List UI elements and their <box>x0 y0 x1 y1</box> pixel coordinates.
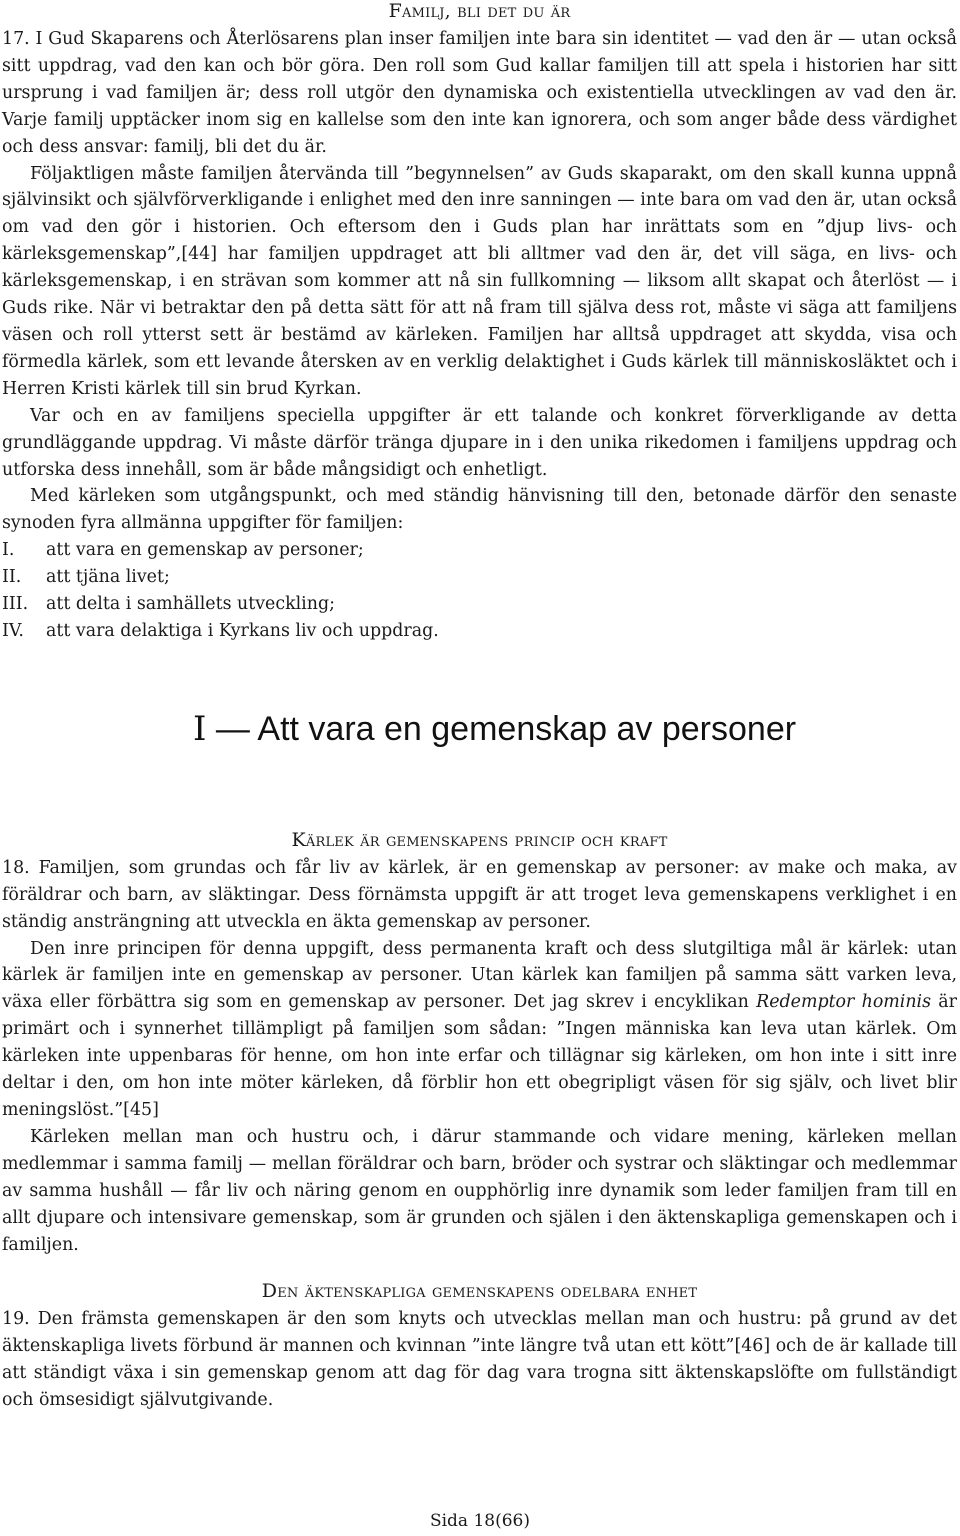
list-item <box>2 618 957 645</box>
section-heading: Familj, bli det du är <box>388 0 571 22</box>
list-item-text: att tjäna livet; <box>46 567 170 588</box>
list-item-text: att vara en gemenskap av personer; <box>46 540 364 561</box>
paragraph-18-2-part2: är primärt och i synnerhet tillämpligt på familjen som sådan: ”Ingen människa kan leva utan kärlek. Om kärleken inte uppenbaras för henne, om hon inte erfar och tillägnar sig kärleken, om hon inte i sitt inre deltar i den, om hon inte möter kärleken, då förblir hon ett obegripligt väsen för sig själv, och livet blir meningslöst.”[45] <box>2 992 957 1120</box>
list-item <box>2 564 957 591</box>
chapter-number: I <box>192 708 207 749</box>
task-list <box>2 537 957 645</box>
paragraph-18-2-part1: Den inre principen för denna uppgift, dess permanenta kraft och dess slutgiltiga mål är kärlek: utan kärlek är familjen inte en gemenskap av personer. Utan kärlek kan familjen på samma sätt varken leva, växa eller förbättra sig som en gemenskap av personer. Det jag skrev i encyklikan <box>2 938 957 1013</box>
paragraph-17-4: Med kärleken som utgångspunkt, och med ständig hänvisning till den, betonade därför den senaste synoden fyra allmänna uppgifter för familjen: <box>2 486 957 534</box>
paragraph-18-3: Kärleken mellan man och hustru och, i därur stammande och vidare mening, kärleken mellan medlemmar i samma familj — mellan föräldrar och barn, bröder och systrar och släktingar och medlemmar av samma hushåll — får liv och näring genom en oupphörlig inre dynamik som leder familjen fram till en allt djupare och intensivare gemenskap, som är grunden och själen i den äktenskapliga gemenskapen och i familjen. <box>2 1126 957 1255</box>
chapter-heading <box>32 709 957 749</box>
list-item-number: III. <box>2 594 29 615</box>
list-item <box>2 537 957 564</box>
page-number: Sida 18(66) <box>429 1511 531 1531</box>
paragraph-17: 17. I Gud Skaparens och Återlösarens plan inser familjen inte bara sin identitet — vad den är — utan också sitt uppdrag, vad den kan och bör göra. Den roll som Gud kallar familjen till att spela i historien har sitt ursprung i vad familjen är; dess roll utgör den dynamiska och existentiella utvecklingen av vad den är. Varje familj upptäcker inom sig en kallelse som den inte kan ignorera, och som anger både dess värdighet och dess ansvar: familj, bli det du är. <box>2 29 957 157</box>
list-item-text: att delta i samhällets utveckling; <box>46 594 335 615</box>
subsection-heading-1: Kärlek är gemenskapens princip och kraft <box>291 828 668 851</box>
encyclical-title: Redemptor hominis <box>756 992 932 1013</box>
paragraph-19: 19. Den främsta gemenskapen är den som knyts och utvecklas mellan man och hustru: på grund av det äktenskapliga livets förbund är mannen och kvinnan ”inte längre två utan ett kött”[46] och de är kallade till att ständigt växa i sin gemenskap genom att dag för dag vara trogna sitt äktenskapslöfte om fullständigt och ömsesidigt självutgivande. <box>2 1309 957 1411</box>
paragraph-17-3: Var och en av familjens speciella uppgifter är ett talande och konkret förverkligande av detta grundläggande uppdrag. Vi måste därför tränga djupare in i den unika rikedomen i familjens uppdrag och utforska dess innehåll, som är både mångsidigt och enhetligt. <box>2 405 957 480</box>
page-content <box>2 0 957 1414</box>
list-item-number: IV. <box>2 620 24 641</box>
chapter-dash: — <box>215 709 250 748</box>
paragraph-17-2: Följaktligen måste familjen återvända till ”begynnelsen” av Guds skaparakt, om den skall kunna uppnå självinsikt och självförverkligande i enlighet med den inre sanningen — inte bara om vad den är, utan också om vad den gör i historien. Och eftersom den i Guds plan har inrättats som en ”djup livs- och kärleksgemenskap”,[44] har familjen uppdraget att bli alltmer vad den är, det vill säga, en livs- och kärleksgemenskap, i en strävan som kommer att nå sin fullkomning — liksom allt skapat och återlöst — i Guds rike. När vi betraktar den på detta sätt för att nå fram till själva dess rot, måste vi säga att familjens väsen och roll ytterst sett är bestämd av kärleken. Familjen har alltså uppdraget att skydda, visa och förmedla kärlek, som ett levande återsken av en verklig delaktighet i Guds kärlek till människosläktet och i Herren Kristi kärlek till sin brud Kyrkan. <box>2 163 957 399</box>
paragraph-18-2 <box>2 936 957 1124</box>
chapter-title: Att vara en gemenskap av personer <box>257 709 797 748</box>
subsection-heading-2: Den äktenskapliga gemenskapens odelbara enhet <box>261 1280 698 1303</box>
list-item-number: II. <box>2 567 22 588</box>
list-item <box>2 591 957 618</box>
list-item-text: att vara delaktiga i Kyrkans liv och uppdrag. <box>46 620 439 641</box>
paragraph-18: 18. Familjen, som grundas och får liv av kärlek, är en gemenskap av personer: av make och maka, av föräldrar och barn, av släktingar. Dess förnämsta uppgift är att troget leva gemenskapens verklighet i en ständig ansträngning att utveckla en äkta gemenskap av personer. <box>2 857 957 932</box>
list-item-number: I. <box>2 540 15 561</box>
